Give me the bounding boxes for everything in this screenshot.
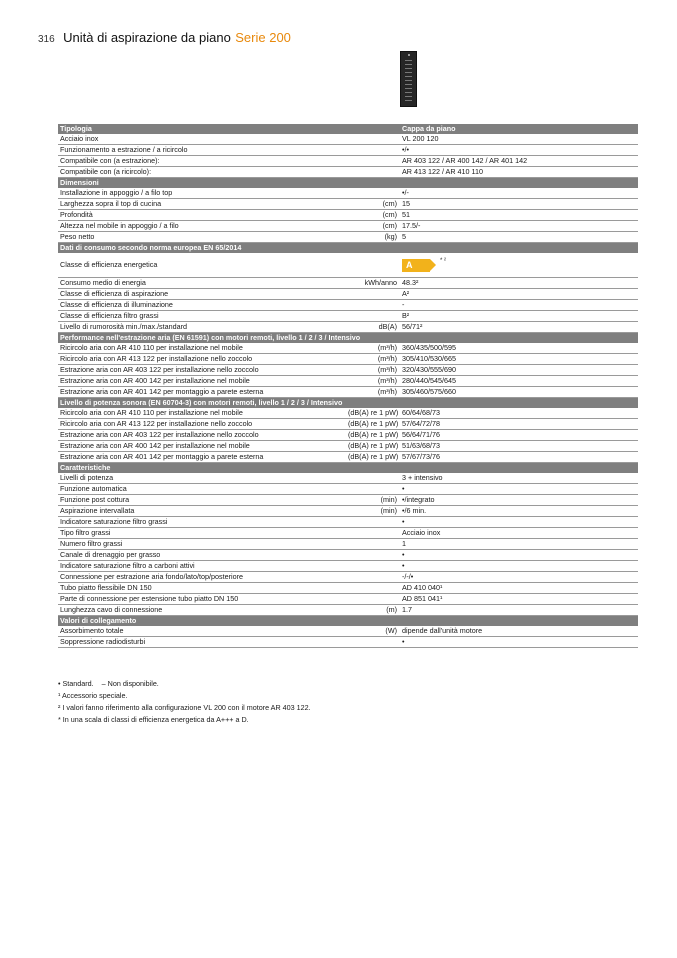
row-unit: dB(A) [346,322,400,333]
row-value: -/-/• [400,572,638,583]
table-row [58,430,638,441]
row-value: A² [400,289,638,300]
row-unit: (m³/h) [346,365,400,376]
table-row [58,232,638,243]
section-title: Caratteristiche [58,463,638,474]
row-label: Peso netto [58,232,346,243]
section-title: Performance nell'estrazione aria (EN 61591) con motori remoti, livello 1 / 2 / 3 / Intensivo [58,333,638,344]
row-label: Estrazione aria con AR 403 122 per installazione nello zoccolo [58,430,346,441]
row-value: - [400,300,638,311]
section-title: Tipologia [58,124,400,134]
row-value: AR 403 122 / AR 400 142 / AR 401 142 [400,156,638,167]
row-unit: (dB(A) re 1 pW) [348,430,399,439]
table-row [58,408,638,419]
row-value: • [400,550,638,561]
energy-class-letter: A [406,259,413,270]
row-unit [346,473,400,484]
table-row [58,419,638,430]
table-row [58,441,638,452]
row-value: 48.3² [400,278,638,289]
section-header [58,243,638,254]
table-row [58,289,638,300]
row-unit [346,311,400,322]
row-label: Funzione automatica [58,484,346,495]
table-row [58,145,638,156]
row-unit: (W) [346,626,400,637]
row-unit: (cm) [346,210,400,221]
row-unit [346,561,400,572]
row-unit [346,188,400,199]
table-row [58,572,638,583]
row-value: 17.5/- [400,221,638,232]
row-unit [346,528,400,539]
table-row [58,626,638,637]
row-label: Ricircolo aria con AR 413 122 per installazione nello zoccolo [58,354,346,365]
table-row [58,278,638,289]
row-label: Numero filtro grassi [58,539,346,550]
row-label: Estrazione aria con AR 401 142 per montaggio a parete esterna [58,452,346,463]
table-row [58,539,638,550]
table-row [58,484,638,495]
row-unit [346,289,400,300]
row-unit: (dB(A) re 1 pW) [348,419,399,428]
table-row [58,156,638,167]
row-value: 5 [400,232,638,243]
row-label: Larghezza sopra il top di cucina [58,199,346,210]
table-row [58,452,638,463]
section-header [58,398,638,409]
spec-table [58,124,638,648]
row-value: • [400,517,638,528]
row-label: Lunghezza cavo di connessione [58,605,346,616]
series-name: Serie 200 [235,30,291,45]
indicator-light [408,54,410,56]
row-label: Ricircolo aria con AR 413 122 per installazione nello zoccolo [58,419,346,430]
page-number: 316 [38,34,55,45]
row-label: Tubo piatto flessibile DN 150 [58,583,346,594]
section-header [58,616,638,627]
table-row [58,311,638,322]
row-label: Estrazione aria con AR 400 142 per installazione nel mobile [58,441,346,452]
row-label: Classe di efficienza energetica [58,253,346,278]
row-value: 51 [400,210,638,221]
table-row [58,134,638,145]
row-value: AR 413 122 / AR 410 110 [400,167,638,178]
table-row [58,322,638,333]
footnote-2: ² I valori fanno riferimento alla configurazione VL 200 con il motore AR 403 122. [58,703,311,712]
row-label: Classe di efficienza di illuminazione [58,300,346,311]
row-value: 15 [400,199,638,210]
row-value: 51/63/68/73 [400,441,638,452]
row-value: 1 [400,539,638,550]
table-row [58,221,638,232]
row-unit [346,145,400,156]
row-label: Estrazione aria con AR 403 122 per installazione nello zoccolo [58,365,346,376]
table-row [58,167,638,178]
page-title: Unità di aspirazione da piano [63,30,231,45]
row-label: Compatibile con (a ricircolo): [58,167,346,178]
row-value: 57/67/73/76 [400,452,638,463]
row-unit: (dB(A) re 1 pW) [348,408,399,417]
row-unit: (dB(A) re 1 pW) [348,452,399,461]
row-label: Profondità [58,210,346,221]
table-header-row [58,124,638,134]
row-label: Funzionamento a estrazione / a ricircolo [58,145,346,156]
table-row [58,495,638,506]
row-unit: (dB(A) re 1 pW) [348,441,399,450]
row-value: 320/430/555/690 [400,365,638,376]
row-value: 56/64/71/76 [400,430,638,441]
row-label: Installazione in appoggio / a filo top [58,188,346,199]
row-label: Consumo medio di energia [58,278,346,289]
table-row [58,210,638,221]
row-label: Tipo filtro grassi [58,528,346,539]
row-label: Livello di rumorosità min./max./standard [58,322,346,333]
row-unit: (min) [346,495,400,506]
table-row [58,387,638,398]
row-label: Soppressione radiodisturbi [58,637,346,648]
table-row [58,354,638,365]
section-header [58,463,638,474]
footnote-3: * In una scala di classi di efficienza energetica da A+++ a D. [58,715,249,724]
table-row [58,365,638,376]
section-header [58,178,638,189]
row-value: •/• [400,145,638,156]
row-value: 280/440/545/645 [400,376,638,387]
footnote-1: ¹ Accessorio speciale. [58,691,128,700]
section-title: Valori di collegamento [58,616,638,627]
row-value: •/- [400,188,638,199]
row-label: Compatibile con (a estrazione): [58,156,346,167]
table-row [58,506,638,517]
row-value: 3 + intensivo [400,473,638,484]
row-label: Ricircolo aria con AR 410 110 per installazione nel mobile [58,343,346,354]
row-unit [346,167,400,178]
section-title: Dati di consumo secondo norma europea EN 65/2014 [58,243,638,254]
page-header [38,29,291,47]
row-label: Estrazione aria con AR 401 142 per montaggio a parete esterna [58,387,346,398]
row-unit: (cm) [346,199,400,210]
row-value: •/integrato [400,495,638,506]
section-title: Cappa da piano [400,124,638,134]
row-value: AD 410 040¹ [400,583,638,594]
row-label: Altezza nel mobile in appoggio / a filo [58,221,346,232]
row-value: dipende dall'unità motore [400,626,638,637]
row-label: Indicatore saturazione filtro a carboni attivi [58,561,346,572]
row-value: AD 851 041¹ [400,594,638,605]
row-value: VL 200 120 [400,134,638,145]
row-unit [346,300,400,311]
row-unit: (m³/h) [346,376,400,387]
row-value: • [400,561,638,572]
row-label: Ricircolo aria con AR 410 110 per installazione nel mobile [58,408,346,419]
energy-class-note: * ² [440,257,446,264]
table-row [58,528,638,539]
row-label: Canale di drenaggio per grasso [58,550,346,561]
row-unit: (m³/h) [346,343,400,354]
row-unit [346,637,400,648]
row-unit: kWh/anno [346,278,400,289]
table-row [58,583,638,594]
table-row [58,550,638,561]
table-row [58,199,638,210]
row-label: Classe di efficienza di aspirazione [58,289,346,300]
row-label: Funzione post cottura [58,495,346,506]
row-unit [346,572,400,583]
row-value: Acciaio inox [400,528,638,539]
row-unit [346,484,400,495]
footnotes [58,678,311,726]
row-value: 57/64/72/78 [400,419,638,430]
row-value: 360/435/500/595 [400,343,638,354]
table-row [58,300,638,311]
row-unit [346,539,400,550]
row-value: •/6 min. [400,506,638,517]
table-row [58,473,638,484]
row-value: 56/71² [400,322,638,333]
table-row [58,253,638,278]
footnote-legend: • Standard. – Non disponibile. [58,679,159,688]
row-label: Estrazione aria con AR 400 142 per installazione nel mobile [58,376,346,387]
row-unit [346,517,400,528]
row-unit: (m³/h) [346,354,400,365]
row-value: 1.7 [400,605,638,616]
row-value: • [400,637,638,648]
section-header [58,333,638,344]
row-unit [346,583,400,594]
row-unit: (min) [346,506,400,517]
table-row [58,517,638,528]
row-label: Parte di connessione per estensione tubo piatto DN 150 [58,594,346,605]
table-row [58,376,638,387]
row-unit: (kg) [346,232,400,243]
table-row [58,561,638,572]
table-row [58,594,638,605]
section-title: Livello di potenza sonora (EN 60704-3) con motori remoti, livello 1 / 2 / 3 / Intensivo [58,398,638,409]
row-value: 60/64/68/73 [400,408,638,419]
table-row [58,605,638,616]
table-row [58,188,638,199]
section-title: Dimensioni [58,178,638,189]
table-row [58,343,638,354]
row-label: Aspirazione intervallata [58,506,346,517]
row-value: 305/460/575/660 [400,387,638,398]
row-label: Assorbimento totale [58,626,346,637]
row-unit [346,594,400,605]
row-label: Acciaio inox [58,134,346,145]
row-value: 305/410/530/665 [400,354,638,365]
row-unit: (cm) [346,221,400,232]
row-value: B² [400,311,638,322]
row-unit [346,134,400,145]
row-label: Classe di efficienza filtro grassi [58,311,346,322]
row-unit: (m³/h) [346,387,400,398]
row-value: • [400,484,638,495]
row-unit [346,156,400,167]
row-unit [346,550,400,561]
row-label: Connessione per estrazione aria fondo/lato/top/posteriore [58,572,346,583]
downdraft-unit-image [400,51,417,107]
energy-class-badge [402,257,446,272]
row-label: Livelli di potenza [58,473,346,484]
table-row [58,637,638,648]
row-unit: (m) [346,605,400,616]
row-label: Indicatore saturazione filtro grassi [58,517,346,528]
